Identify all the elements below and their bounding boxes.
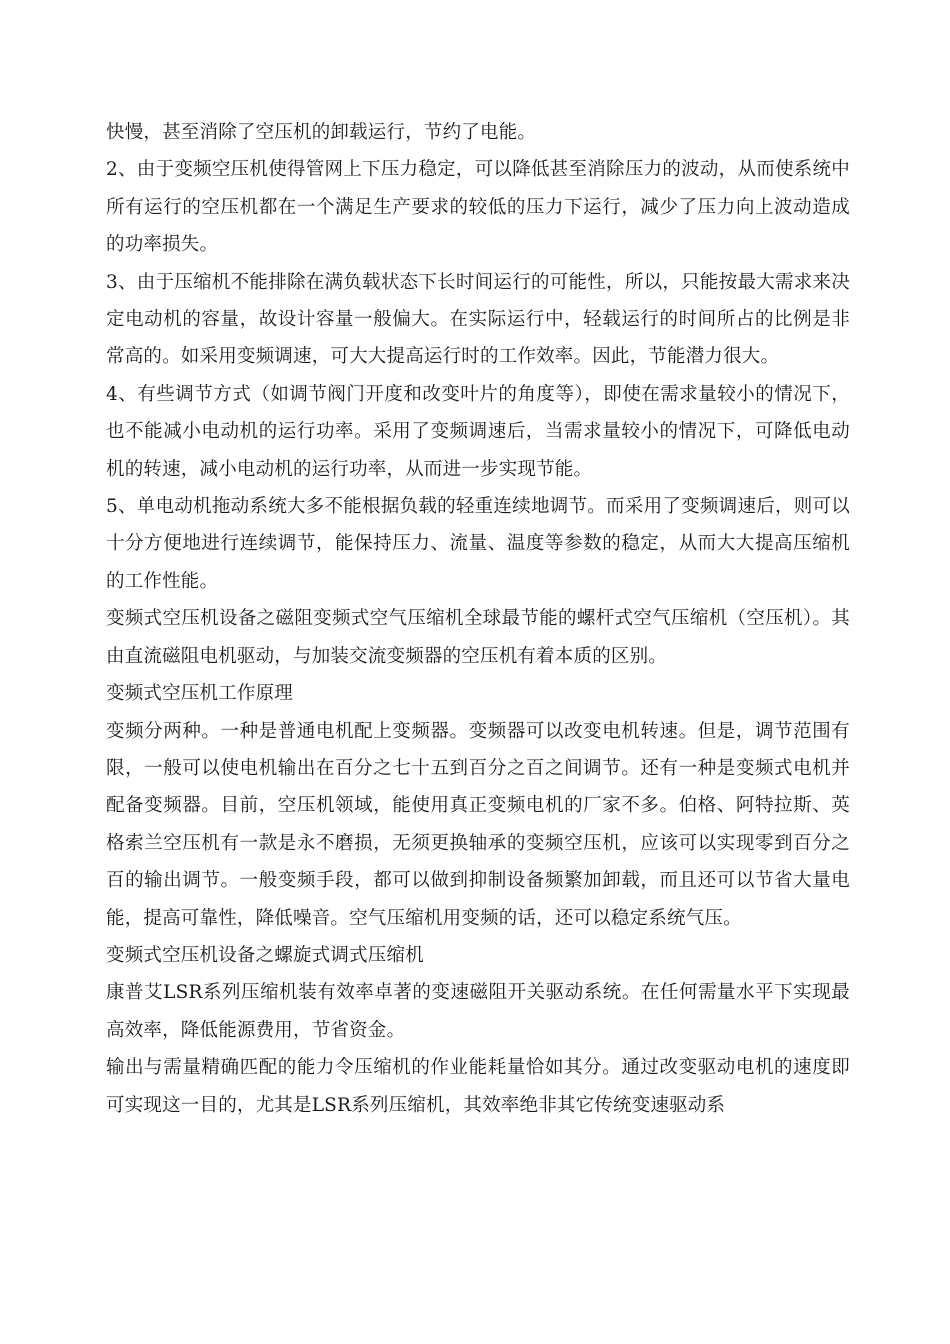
paragraph-working-principle: 变频分两种。一种是普通电机配上变频器。变频器可以改变电机转速。但是，调节范围有限，一般可以使电机输出在百分之七十五到百分之百之间调节。还有一种是变频式电机并配备变频器。目前，空压机领域，能使用真正变频电机的厂家不多。伯格、阿特拉斯、英格索兰空压机有一款是永不磨损，无须更换轴承的变频空压机，应该可以实现零到百分之百的输出调节。一般变频手段，都可以做到抑制设备频繁加卸载，而且还可以节省大量电能，提高可靠性，降低噪音。空气压缩机用变频的话，还可以稳定系统气压。 [106,720,850,929]
paragraph-reluctance-compressor: 变频式空压机设备之磁阻变频式空气压缩机全球最节能的螺杆式空气压缩机（空压机）。其由直流磁阻电机驱动，与加装交流变频器的空压机有着本质的区别。 [106,608,850,667]
heading-working-principle: 变频式空压机工作原理 [106,683,294,705]
paragraph-point-4: 4、有些调节方式（如调节阀门开度和改变叶片的角度等），即使在需求量较小的情况下，也不能减小电动机的运行功率。采用了变频调速后，当需求量较小的情况下，可降低电动机的转速，减小电动机的运行功率，从而进一步实现节能。 [106,383,850,480]
document-body [106,114,850,1124]
heading-screw-compressor: 变频式空压机设备之螺旋式调式压缩机 [106,944,424,966]
paragraph-point-3: 3、由于压缩机不能排除在满负载状态下长时间运行的可能性，所以，只能按最大需求来决定电动机的容量，故设计容量一般偏大。在实际运行中，轻载运行的时间所占的比例是非常高的。如采用变频调速，可大大提高运行时的工作效率。因此，节能潜力很大。 [106,271,850,368]
paragraph-lsr-series: 康普艾LSR系列压缩机装有效率卓著的变速磁阻开关驱动系统。在任何需量水平下实现最高效率，降低能源费用，节省资金。 [106,982,850,1041]
paragraph-point-2: 2、由于变频空压机使得管网上下压力稳定，可以降低甚至消除压力的波动，从而使系统中所有运行的空压机都在一个满足生产要求的较低的压力下运行，减少了压力向上波动造成的功率损失。 [106,159,850,256]
paragraph-continuation: 快慢，甚至消除了空压机的卸载运行，节约了电能。 [106,122,537,143]
paragraph-point-5: 5、单电动机拖动系统大多不能根据负载的轻重连续地调节。而采用了变频调速后，则可以十分方便地进行连续调节，能保持压力、流量、温度等参数的稳定，从而大大提高压缩机的工作性能。 [106,496,850,592]
paragraph-output-matching: 输出与需量精确匹配的能力令压缩机的作业能耗量恰如其分。通过改变驱动电机的速度即可实现这一目的，尤其是LSR系列压缩机，其效率绝非其它传统变速驱动系 [106,1057,850,1116]
